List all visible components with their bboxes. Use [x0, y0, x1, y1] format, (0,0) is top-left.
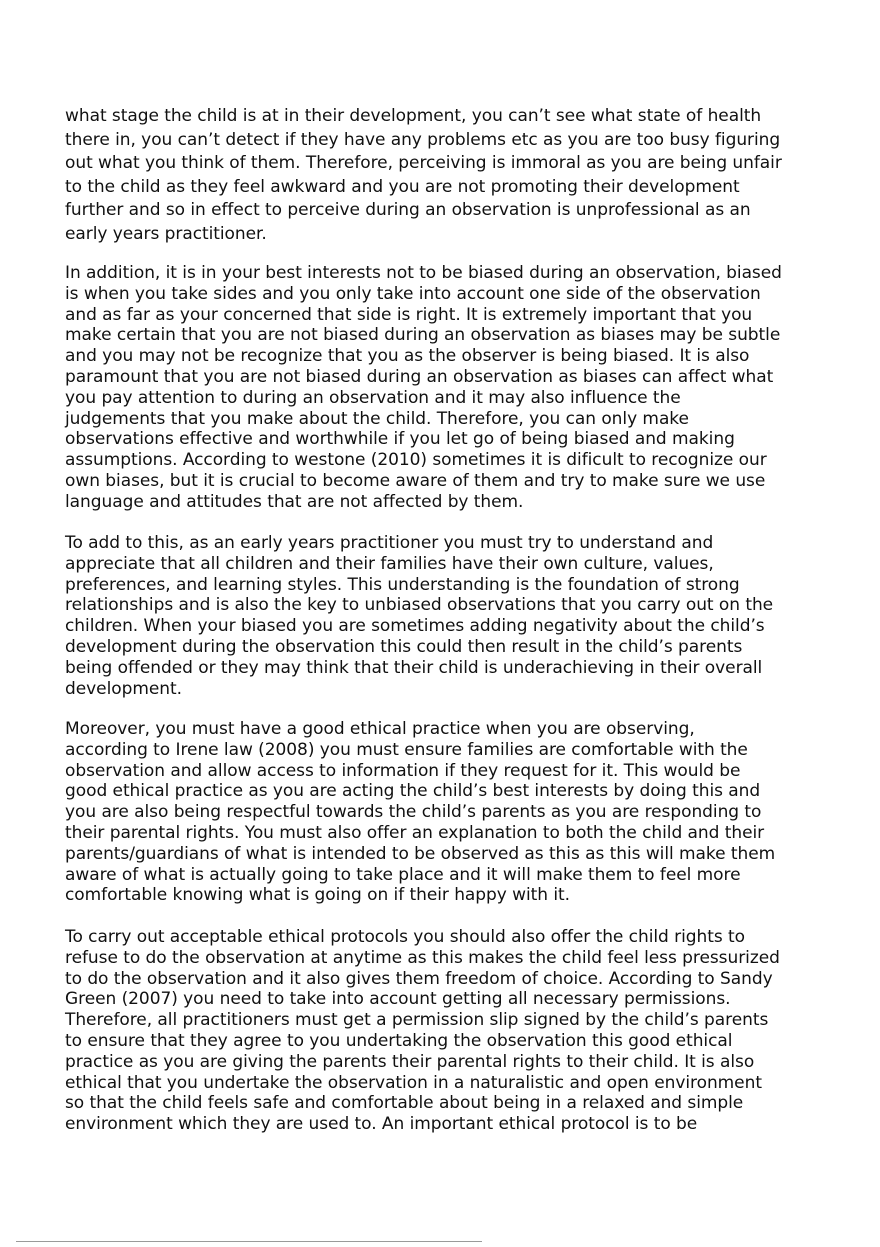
- paragraph-bias: In addition, it is in your best interests not to be biased during an observation, biased is when you take sides and you only take into account one side of the observation and as far as your concerned that side is right. It is extremely important that you make certain that you are not biased during an observation as biases may be subtle and you may not be recognize that you as the observer is being biased. It is also paramount that you are not biased during an observation as biases can affect what you pay attention to during an observation and it may also influence the judgements that you make about the child. Therefore, you can only make observations effective and worthwhile if you let go of being biased and making assumptions. According to westone (2010) sometimes it is difi̇cult to recognize our own biases, but it is crucial to become aware of them and try to make sure we use language and attitudes that are not affected by them.: [65, 263, 782, 512]
- paragraph-ethical-practice: Moreover, you must have a good ethical practice when you are observing, according to Irene law (2008) you must ensure families are comfortable with the observation and allow access to information if they request for it. This would be good ethical practice as you are acting the child’s best interests by doing this and you are also being respectful towards the child’s parents as you are responding to their parental rights. You must also offer an explanation to both the child and their parents/guardians of what is intended to be observed as this as this will make them aware of what is actually going to take place and it will make them to feel more comfortable knowing what is going on if their happy with it.: [65, 719, 776, 906]
- paragraph-perceiving: what stage the child is at in their development, you can’t see what state of health there in, you can’t detect if they have any problems etc as you are too busy figuring out what you think of them. Therefore, perceiving is immoral as you are being unfair to the child as they feel awkward and you are not promoting their development further and so in effect to perceive during an observation is unprofessional as an early years practitioner.: [65, 106, 782, 244]
- footer-divider: [16, 1241, 482, 1242]
- paragraph-culture: To add to this, as an early years practitioner you must try to understand and appreciate that all children and their families have their own culture, values, preferences, and learning styles. This understanding is the foundation of strong relationships and is also the key to unbiased observations that you carry out on the children. When your biased you are sometimes adding negativity about the child’s development during the observation this could then result in the child’s parents being offended or they may think that their child is underachieving in their overall development.: [65, 533, 774, 699]
- paragraph-ethical-protocols: To carry out acceptable ethical protocols you should also offer the child rights to refuse to do the observation at anytime as this makes the child feel less pressurized to do the observation and it also gives them freedom of choice. According to Sandy Green (2007) you need to take into account getting all necessary permissions. Therefore, all practitioners must get a permission slip signed by the child’s parents to ensure that they agree to you undertaking the observation this good ethical practice as you are giving the parents their parental rights to their child. It is also ethical that you undertake the observation in a naturalistic and open environment so that the child feels safe and comfortable about being in a relaxed and simple environment which they are used to. An important ethical protocol is to be: [65, 927, 780, 1135]
